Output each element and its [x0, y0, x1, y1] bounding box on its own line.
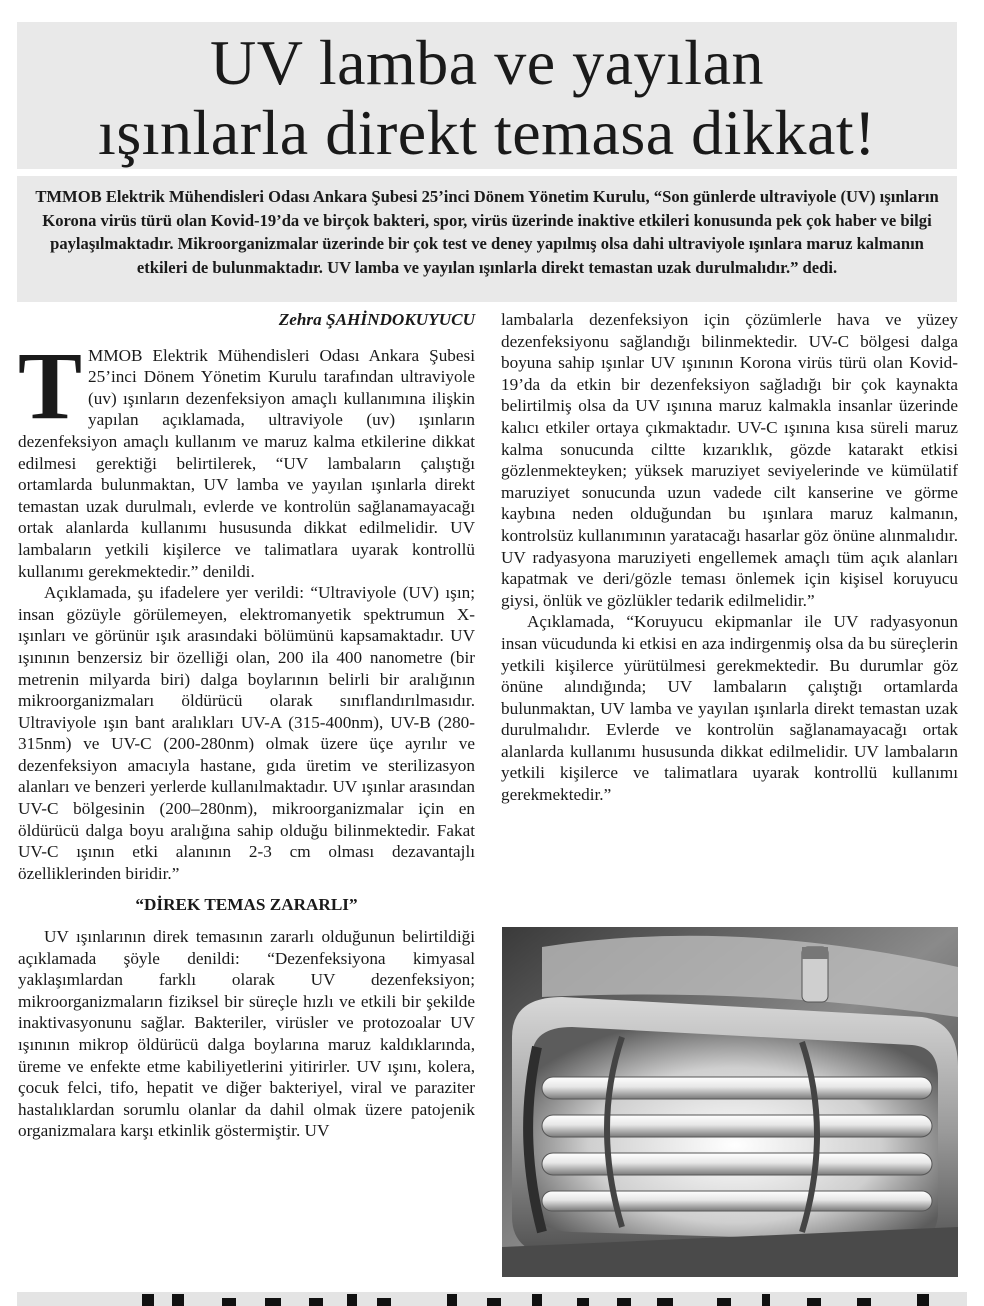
uv-lamp-illustration	[502, 927, 958, 1277]
byline: Zehra ŞAHİNDOKUYUCU	[278, 310, 475, 329]
body-paragraph-5: Açıklamada, “Koruyucu ekipmanlar ile UV radyasyonun insan vücudunda ki etkisi en aza indirgenmiş olsa da bu süreçlerin yetkili kişilerce yürütülmesi gerekmektedir. Bu durumlar göz önüne alındığında; UV lambaların çalıştığı ortamlarda bulunmaktan, UV lamba ve yayılan ışınlarla direkt temastan uzak durulmalıdır. Evlerde ve kontrolün sağlanamayacağı ortak alanlarda kullanımı hususunda dikkat edilmelidir. UV lambaların yetkili kişilerce ve talimatlara uyarak kontrollü kullanımı gerekmektedir.”	[501, 612, 958, 805]
column-left	[18, 309, 475, 1142]
subheading: “DİREK TEMAS ZARARLI”	[135, 895, 358, 915]
body-paragraph-4: lambalarla dezenfeksiyon için çözümlerle hava ve yüzey dezenfeksiyonu sağlandığı bilinmektedir. UV-C bölgesi dalga boyuna sahip ışınlar UV ışınının Korona virüs türü olan Kovid-19’da da etkin bir dezenfeksiyon sağladığı bir çok kaynakta belirtilmiş olsa da UV ışınına maruz kalmakla insanlar üzerinde kalıcı etkiler ortaya çıkmaktadır. UV-C ışınına kısa süreli maruz kalma sonucunda ciltte kızarıklık, gözde katarakt etkisi gözlenmekteyken; yüksek maruziyet seviyelerinde ve kümülatif maruziyet sonucunda uzun vadede cilt kanserine ve görme kaybına neden olduğundan bu ışınlara maruz kalmanın, kontrolsüz kullanımının yaratacağı hasarlar göz önüne alınmalıdır. UV radyasyona maruziyeti engellemek amaçlı tüm açık alanları kapatmak ve deri/gözle teması önlemek için kişisel koruyucu giysi, önlük ve gözlükler tedarik edilmelidir.”	[501, 310, 958, 610]
next-article-strip	[17, 1292, 967, 1306]
next-article-headline-glyphs	[17, 1292, 967, 1306]
headline-line-1: UV lamba ve yayılan	[210, 27, 764, 98]
drop-cap: T	[18, 331, 83, 439]
headline	[17, 22, 957, 168]
body-paragraph-3: UV ışınlarının direk temasının zararlı olduğunun belirtildiği açıklamada şöyle denildi: “Dezenfeksiyona kimyasal yaklaşımlardan farklı olarak UV dezenfeksiyon; mikroorganizmaların fiziksel bir süreçle hızlı ve etkili bir şekilde inaktivasyonunu sağlar. Bakteriler, virüsler ve protozoalar UV ışınının mikrop öldürücü dalga boylarına maruz kaldıklarında, üreme ve enfekte etme kabiliyetlerini yitirirler. UV ışını, kolera, çocuk felci, tifo, hepatit ve diğer bakteriyel, viral ve paraziter hastalıklardan sorumlu olanlar da dahil olmak üzere patojenik organizmalara karşı etkinlik göstermiştir. UV	[18, 927, 475, 1141]
column-right	[501, 309, 958, 806]
body-paragraph-1-text: MMOB Elektrik Mühendisleri Odası Ankara Şubesi 25’inci Dönem Yönetim Kurulu tarafından ultraviyole (uv) ışınların dezenfeksiyon amaçlı kullanımına ilişkin yapılan açıklamada, ultraviyole (uv) ışınların dezenfeksiyon amaçlı kullanım ve maruz kalma etkilerine dikkat edilmesi gerektiği belirtilerek, “UV lambaların çalıştığı ortamlarda bulunmaktan, UV lamba ve yayılan ışınlarla direkt temastan uzak durulmalı, evlerde ve kontrolün sağlanamayacağı ortak alanlarda kullanımı hususunda dikkat edilmelidir. UV lambaların yetkili kişilerce ve talimatlara uyarak kontrollü kullanımı gerekmektedir.” denildi.	[18, 345, 475, 581]
body-paragraph-1	[18, 331, 475, 583]
headline-box	[17, 22, 957, 169]
headline-line-2: ışınlarla direkt temasa dikkat!	[98, 97, 876, 168]
uv-lamp-photo	[502, 927, 958, 1277]
lead-paragraph: TMMOB Elektrik Mühendisleri Odası Ankara Şubesi 25’inci Dönem Yönetim Kurulu, “Son günlerde ultraviyole (UV) ışınların Korona virüs türü olan Kovid-19’da ve birçok bakteri, spor, virüs üzerinde inaktive etkileri konusunda pek çok haber ve bilgi paylaşılmaktadır. Mikroorganizmalar üzerinde bir çok test ve deney yapılmış olsa dahi ultraviyole ışınlara maruz kalmanın etkileri de bulunmaktadır. UV lamba ve yayılan ışınlarla direkt temastan uzak durulmalıdır.” dedi.	[17, 176, 957, 302]
body-paragraph-2: Açıklamada, şu ifadelere yer verildi: “Ultraviyole (UV) ışın; insan gözüyle görülemeyen, elektromanyetik spektrumun X-ışınları ve görünür ışık arasındaki bölümünü kapsamaktadır. UV ışınının benzersiz bir özelliği olan, 200 ila 400 nanometre (bir metrenin milyarda biri) dalga boylarının belirli bir aralığının mikroorganizmaları öldürücü olarak sınıflandırılmasıdır. Ultraviyole ışın bant aralıkları UV-A (315-400nm), UV-B (280- 315nm) ve UV-C (200-280nm) olmak üzere üçe ayrılır ve dezenfeksiyon amacıyla hastane, gıda üretim ve sterilizasyon alanları ve benzeri yerlerde kullanılmaktadır. UV ışınlar arasından UV-C bölgesinin (200–280nm), mikroorganizmalar için en öldürücü dalga boyu aralığına sahip olduğu bilinmektedir. Fakat UV-C ışının etki alanının 2-3 cm olması dezavantajlı özelliklerinden biridir.”	[18, 583, 475, 883]
